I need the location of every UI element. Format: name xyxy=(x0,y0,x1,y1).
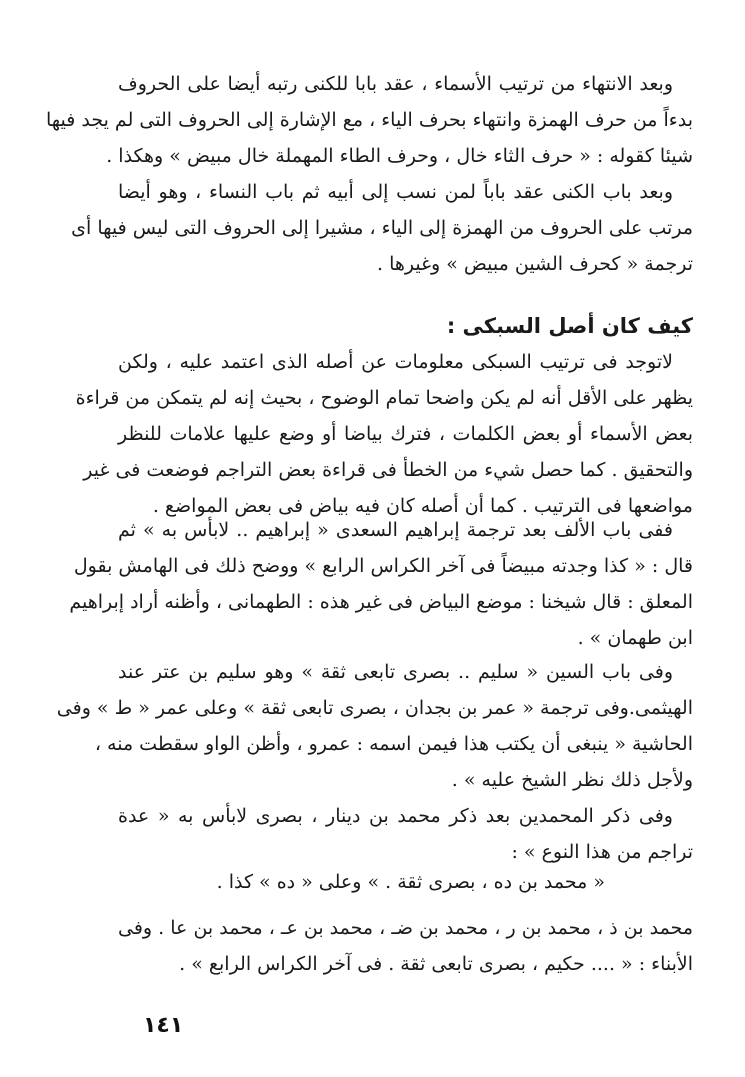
text-line: وبعد باب الكنى عقد باباً لمن نسب إلى أبيه ثم باب النساء ، وهو أيضا xyxy=(118,181,673,203)
text-line: ولأجل ذلك نظر الشيخ عليه » . xyxy=(451,769,693,791)
text-line: المعلق : قال شيخنا : موضع البياض فى غير هذه : الطهمانى ، وأظنه أراد إبراهيم xyxy=(69,591,693,613)
text-line: ففى باب الألف بعد ترجمة إبراهيم السعدى « إبراهيم .. لابأس به » ثم xyxy=(118,519,673,541)
text-line: الحاشية « ينبغى أن يكتب هذا فيمن اسمه : عمرو ، وأظن الواو سقطت منه ، xyxy=(94,733,693,755)
text-line: الأبناء : « .... حكيم ، بصرى تابعى ثقة . فى آخر الكراس الرابع » . xyxy=(179,953,693,975)
paragraph-nisa-section xyxy=(71,174,693,282)
paragraph-sin-example xyxy=(56,654,693,798)
text-line: قال : « كذا وجدته مبيضاً فى آخر الكراس الرابع » ووضح ذلك فى الهامش بقول xyxy=(73,555,693,577)
text-line: شيئا كقوله : « حرف الثاء خال ، وحرف الطاء المهملة خال مبيض » وهكذا . xyxy=(106,145,693,167)
text-line: وفى باب السين « سليم .. بصرى تابعى ثقة » وهو سليم بن عتر عند xyxy=(118,661,673,683)
text-line: محمد بن ذ ، محمد بن ر ، محمد بن ضـ ، محمد بن عـ ، محمد بن عا . وفى xyxy=(118,917,693,939)
text-line: مواضعها فى الترتيب . كما أن أصله كان فيه بياض فى بعض المواضع . xyxy=(152,495,693,517)
text-line: « محمد بن ده ، بصرى ثقة . » وعلى « ده » كذا . xyxy=(216,871,605,893)
paragraph-subki-source xyxy=(75,344,693,524)
text-line: وبعد الانتهاء من ترتيب الأسماء ، عقد بابا للكنى رتبه أيضا على الحروف xyxy=(118,73,673,95)
text-line: والتحقيق . كما حصل شيء من الخطأ فى قراءة بعض التراجم فوضعت فى غير xyxy=(83,459,693,481)
paragraph-quote xyxy=(118,864,693,900)
paragraph-alif-example xyxy=(69,512,693,656)
text-line: يظهر على الأقل أنه لم يكن واضحا تمام الوضوح ، بحيث إنه لم يتمكن من قراءة xyxy=(75,387,693,409)
text-line: ترجمة « كحرف الشين مبيض » وغيرها . xyxy=(376,253,693,275)
text-line: وفى ذكر المحمدين بعد ذكر محمد بن دينار ، بصرى لابأس به « عدة xyxy=(118,805,673,827)
page-number: ١٤١ xyxy=(143,1013,184,1038)
section-heading: كيف كان أصل السبكى : xyxy=(446,314,693,338)
paragraph-kuna-arrangement xyxy=(45,66,693,174)
text-line: ابن طهمان » . xyxy=(577,627,693,649)
text-line: الهيثمى.وفى ترجمة « عمر بن بجدان ، بصرى تابعى ثقة » وعلى عمر « ط » وفى xyxy=(56,697,693,719)
paragraph-muhammadin xyxy=(118,798,693,870)
text-line: بعض الأسماء أو بعض الكلمات ، فترك بياضا أو وضع عليها علامات للنظر xyxy=(118,423,693,445)
paragraph-abna xyxy=(118,910,693,982)
text-line: مرتب على الحروف من الهمزة إلى الياء ، مشيرا إلى الحروف التى ليس فيها أى xyxy=(71,217,693,239)
text-line: تراجم من هذا النوع » : xyxy=(511,841,693,863)
text-line: بدءاً من حرف الهمزة وانتهاء بحرف الياء ، مع الإشارة إلى الحروف التى لم يجد فيها xyxy=(45,109,693,131)
text-line: لاتوجد فى ترتيب السبكى معلومات عن أصله الذى اعتمد عليه ، ولكن xyxy=(118,351,673,373)
